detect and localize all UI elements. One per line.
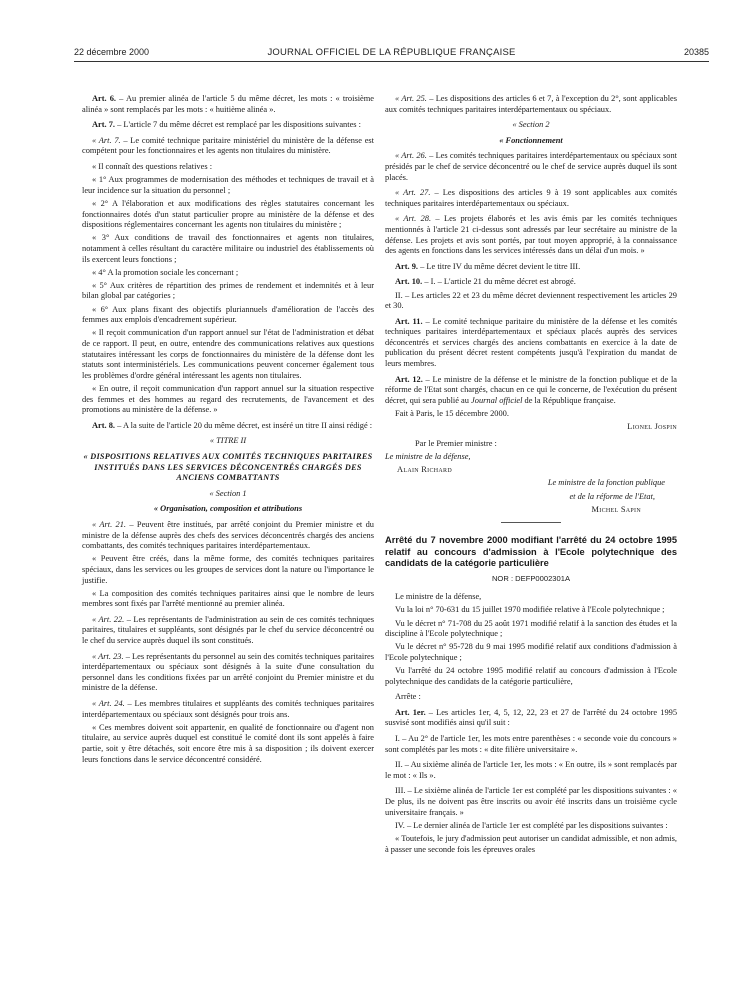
- signature-jospin: Lionel Jospin: [627, 422, 677, 432]
- article-24: « Art. 24. – Les membres titulaires et suppléants des comités techniques paritaires interdépartementaux ou spéciaux sont désignés pour trois ans.: [82, 699, 374, 719]
- fait-a-paris: Fait à Paris, le 15 décembre 2000.: [395, 409, 509, 419]
- paragraph: « Ces membres doivent soit appartenir, en qualité de fonctionnaire ou d'agent non titulaire, au service auprès duquel est constitué le comité dont ils sont appelés à faire partie, soit y être détachés, soit encore être mis à sa disposition ; ils doivent exercer leurs fonctions dans le service déconcentré considéré.: [82, 722, 374, 764]
- article-1: Art. 1er. – Les articles 1er, 4, 5, 12, 22, 23 et 27 de l'arrêté du 24 octobre 1995 susvisé sont modifiés ainsi qu'il suit :: [385, 707, 678, 728]
- divider: [501, 522, 561, 523]
- arrete-label: Arrête :: [395, 692, 421, 702]
- arrete-title: Arrêté du 7 novembre 2000 modifiant l'arrêté du 24 octobre 1995 relatif au concours d'admission à l'Ecole polytechnique des candidats de la catégorie particulière: [385, 535, 677, 569]
- article-21: « Art. 21. – Peuvent être institués, par arrêté conjoint du Premier ministre et du ministre de la défense auprès des chefs des services déconcentrés chargés des anciens combattants, des comités techniques paritaires interdépartementaux.: [82, 519, 374, 551]
- paragraph: « 6° Aux plans fixant des objectifs pluriannuels d'amélioration de l'accès des femmes aux emplois d'encadrement supérieur.: [82, 304, 374, 325]
- signature-sapin: Michel Sapin: [591, 504, 641, 514]
- section-1-title: « Organisation, composition et attributions: [153, 504, 303, 514]
- paragraph: « Peuvent être créés, dans la même forme, des comités techniques paritaires spéciaux, dans les services ou les groupes de services dont la nature ou l'importance le justifie.: [82, 554, 374, 585]
- visa-4: Vu l'arrêté du 24 octobre 1995 modifié relatif au concours d'admission à l'Ecole polytechnique des candidats de la catégorie particulière,: [385, 666, 677, 686]
- article-1-i: I. – Au 2° de l'article 1er, les mots entre parenthèses : « seconde voie du concours » sont complétés par les mots : « dite filière universitaire ».: [385, 734, 677, 754]
- signature-block: [385, 439, 677, 516]
- article-9: Art. 9. – Le titre IV du même décret devient le titre III.: [395, 261, 581, 271]
- article-23: « Art. 23. – Les représentants du personnel au sein des comités techniques paritaires interdépartementaux ou spéciaux sont désignés à la suite d'une consultation du personnel dans les conditions fixées par un arrêté conjoint du Premier ministre et du ministre de la défense.: [82, 651, 374, 693]
- paragraph: « La composition des comités techniques paritaires ainsi que le nombre de leurs membres sont fixés par l'arrêté mentionné au premier alinéa.: [82, 588, 374, 609]
- header-rule: [74, 61, 709, 62]
- article-11: Art. 11. – Le comité technique paritaire du ministère de la défense et les comités techniques paritaires interdépartementaux et spéciaux placés auprès des services déconcentrés et services chargés des anciens combattants en exercice à la date de publication du présent décret restent compétents jusqu'à l'expiration du mandat de leurs membres.: [385, 316, 677, 369]
- paragraph: « 3° Aux conditions de travail des fonctionnaires et agents non titulaires, notamment à celles résultant du caractère militaire ou industriel des établissements où ils exercent leurs fonctions ;: [82, 233, 374, 264]
- visa-1: Vu la loi n° 70-631 du 15 juillet 1970 modifiée relative à l'Ecole polytechnique ;: [395, 605, 665, 615]
- paragraph: II. – Les articles 22 et 23 du même décret deviennent respectivement les articles 29 et 30.: [385, 290, 677, 311]
- page-number: 20385: [683, 47, 709, 57]
- section-2-title: « Fonctionnement: [499, 135, 563, 145]
- paragraph: « Il reçoit communication d'un rapport annuel sur l'état de l'administration et débat de ce rapport. Il peut, en outre, entendre des communications relatives aux questions statutaires intéressant les corps de fonctionnaires du ministère de la défense dont les statuts sont interministériels. Les communications peuvent concerner également tous les problèmes d'ordre général intéressant les agents non titulaires.: [82, 328, 374, 380]
- journal-title: JOURNAL OFFICIEL DE LA RÉPUBLIQUE FRANÇAISE: [267, 47, 516, 58]
- paragraph: « 2° A l'élaboration et aux modifications des règles statutaires concernant les fonctionnaires dotés d'un statut particulier propre au ministère de la défense et des dispositions réglementaires concernant les agents non titulaires du ministère ;: [82, 198, 374, 230]
- article-7: Art. 7. – L'article 7 du même décret est remplacé par les dispositions suivantes :: [92, 120, 361, 130]
- titre-heading: « TITRE II: [209, 436, 247, 446]
- ministre-defense: Le ministre de la défense,: [385, 452, 471, 461]
- le-ministre: Le ministre de la défense,: [395, 592, 482, 602]
- article-26: « Art. 26. – Les comités techniques paritaires interdépartementaux ou spéciaux sont présidés par le chef de service déconcentré ou le chef de service auprès duquel ils sont placés.: [385, 151, 677, 182]
- paragraph: « 5° Aux critères de répartition des primes de rendement et indemnités et à leur bilan global par catégories ;: [82, 280, 374, 301]
- article-6: Art. 6. – Au premier alinéa de l'article 5 du même décret, les mots : « troisième alinéa » sont remplacés par les mots : « huitième alinéa ».: [82, 94, 374, 114]
- titre-title: « DISPOSITIONS RELATIVES AUX COMITÉS TECHNIQUES PARITAIRES INSTITUÉS DANS LES SERVICES DÉCONCENTRÉS CHARGÉS DES ANCIENS COMBATTANTS: [83, 451, 373, 483]
- ministre-reforme-etat: et de la réforme de l'Etat,: [569, 491, 655, 501]
- article-28: « Art. 28. – Les projets élaborés et les avis émis par les comités techniques mentionnés à l'article 21 ci-dessus sont adressés par leur secrétaire au ministre de la défense. Les projets et avis sont portés, par tout moyen approprié, à la connaissance des agents en fonctions dans les services intéressés dans un délai d'un mois. »: [385, 214, 677, 256]
- nor-reference: NOR : DEFP0002301A: [491, 573, 571, 583]
- ministre-fonction-publique: Le ministre de la fonction publique: [547, 478, 665, 488]
- paragraph: « Il connaît des questions relatives :: [92, 161, 213, 171]
- article-10: Art. 10. – I. – L'article 21 du même décret est abrogé.: [395, 277, 576, 287]
- paragraph: « 4° A la promotion sociale les concernant ;: [92, 267, 239, 277]
- par-premier-ministre: Par le Premier ministre :: [415, 438, 497, 448]
- article-1-iv: IV. – Le dernier alinéa de l'article 1er est complété par les dispositions suivantes :: [395, 820, 668, 830]
- article-25: « Art. 25. – Les dispositions des articles 6 et 7, à l'exception du 2°, sont applicables aux comités techniques paritaires interdépartementaux ou spéciaux.: [385, 94, 677, 114]
- paragraph: « 1° Aux programmes de modernisation des méthodes et techniques de travail et à leur incidence sur la situation du personnel ;: [82, 175, 374, 195]
- visa-2: Vu le décret n° 71-708 du 25 août 1971 modifié relatif à la sanction des études et la discipline à l'Ecole polytechnique ;: [385, 618, 677, 639]
- article-7-quote: « Art. 7. – Le comité technique paritaire ministériel du ministère de la défense est compétent pour les fonctionnaires et les agents non titulaires du ministère.: [82, 135, 374, 156]
- header-date: 22 décembre 2000: [74, 47, 150, 57]
- article-12: Art. 12. – Le ministre de la défense et le ministre de la fonction publique et de la réforme de l'Etat sont chargés, chacun en ce qui le concerne, de l'exécution du présent décret, qui sera publié au Journal officiel de la République française.: [385, 374, 677, 405]
- section-1-heading: « Section 1: [209, 488, 247, 498]
- article-27: « Art. 27. – Les dispositions des articles 9 à 19 sont applicables aux comités techniques paritaires interdépartementaux ou spéciaux.: [385, 188, 677, 208]
- left-column: [82, 94, 374, 768]
- signature-richard: Alain Richard: [397, 465, 452, 475]
- section-2-heading: « Section 2: [512, 120, 550, 130]
- article-1-ii: II. – Au sixième alinéa de l'article 1er, les mots : « En outre, ils » sont remplacés par le mot : « Ils ».: [385, 760, 677, 780]
- paragraph: « En outre, il reçoit communication d'un rapport annuel sur la situation respective des femmes et des hommes au regard des recrutements, de l'avancement et des promotions au ministère de la défense. »: [82, 384, 374, 415]
- page-header: [74, 47, 709, 61]
- article-1-toutefois: « Toutefois, le jury d'admission peut autoriser un candidat admissible, et non admis, à passer une seconde fois les épreuves orales: [385, 834, 677, 854]
- article-8: Art. 8. – A la suite de l'article 20 du même décret, est inséré un titre II ainsi rédigé :: [92, 420, 373, 430]
- visa-3: Vu le décret n° 95-728 du 9 mai 1995 modifié relatif aux conditions d'admission à l'Ecole polytechnique ;: [385, 642, 677, 662]
- article-22: « Art. 22. – Les représentants de l'administration au sein de ces comités techniques paritaires, titulaires et suppléants, sont désignés par le chef du service déconcentré ou le chef du service auprès duquel ils sont constitués.: [82, 614, 374, 646]
- article-1-iii: III. – Le sixième alinéa de l'article 1er est complété par les dispositions suivantes : « De plus, ils ne doivent pas être inscrits ou avoir été inscrits dans un troisième cycle universitaire français. »: [385, 786, 677, 817]
- right-column: [385, 94, 677, 858]
